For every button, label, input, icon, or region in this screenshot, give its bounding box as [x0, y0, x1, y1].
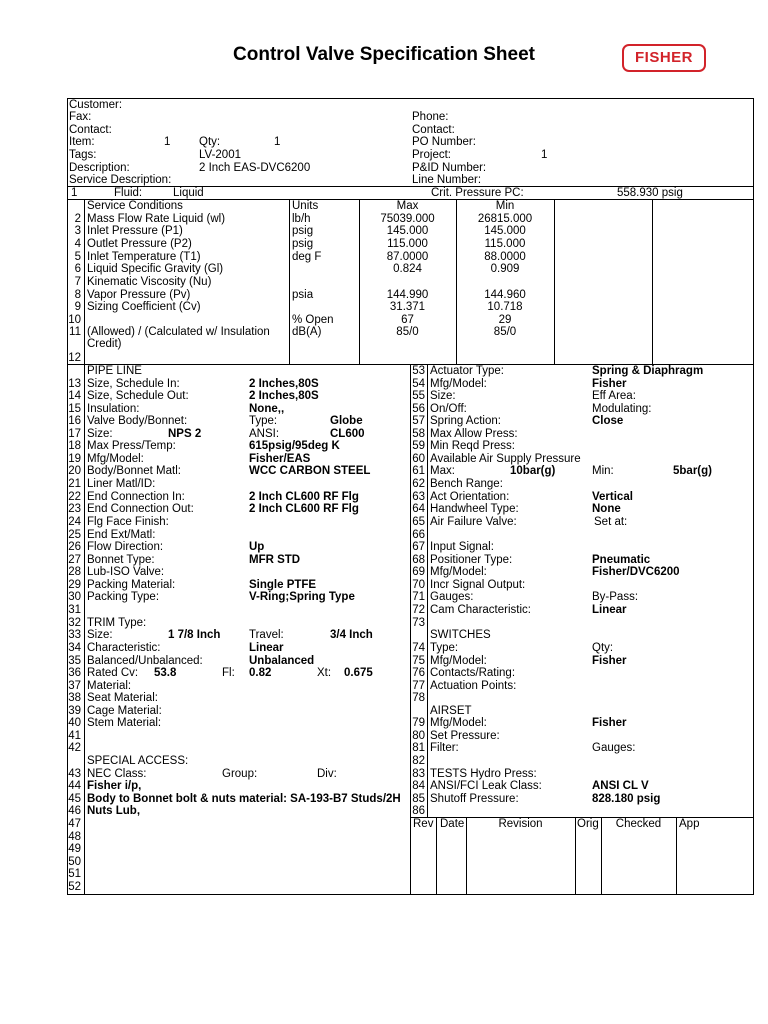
row-num: 78: [412, 692, 425, 704]
rated-cv-value: 53.8: [154, 667, 177, 679]
liner-matl-label: Liner Matl/ID:: [87, 478, 156, 490]
row-num: 8: [74, 289, 81, 301]
date-header: Date: [440, 818, 465, 830]
switch-type-label: Type:: [430, 642, 459, 654]
row-num: 75: [412, 655, 425, 667]
row-num: 42: [68, 742, 81, 754]
rev-col-5: [676, 817, 677, 895]
project-value: 1: [541, 149, 548, 161]
row-num: 83: [412, 768, 425, 780]
row-min: 0.909: [490, 263, 520, 275]
min-reqd-press-label: Min Reqd Press:: [430, 440, 516, 452]
row-num: 82: [412, 755, 425, 767]
max-header: Max: [396, 200, 419, 212]
service-col-6: [652, 199, 653, 365]
handwheel-type-label: Handwheel Type:: [430, 503, 519, 515]
row-num: 73: [412, 617, 425, 629]
row-num: 60: [412, 453, 425, 465]
row-num: 22: [68, 491, 81, 503]
row-units: dB(A): [292, 326, 322, 338]
actuator-mfg-label: Mfg/Model:: [430, 378, 487, 390]
actuator-type-label: Actuator Type:: [430, 365, 504, 377]
fluid-label: Fluid:: [114, 187, 143, 199]
phone-label: Phone:: [412, 111, 449, 123]
project-label: Project:: [412, 149, 451, 161]
row-num: 9: [74, 301, 81, 313]
balanced-label: Balanced/Unbalanced:: [87, 655, 203, 667]
end-connection-out-value: 2 Inch CL600 RF Flg: [249, 503, 359, 515]
travel-label: Travel:: [249, 629, 284, 641]
ansi-label: ANSI:: [249, 428, 280, 440]
switches-heading: SWITCHES: [430, 629, 491, 641]
row-max: 0.824: [393, 263, 422, 275]
row-num: 25: [68, 529, 81, 541]
positioner-type-label: Positioner Type:: [430, 554, 513, 566]
row-num: 54: [412, 378, 425, 390]
handwheel-type-value: None: [592, 503, 621, 515]
act-orientation-label: Act Orientation:: [430, 491, 510, 503]
set-at-label: Set at:: [594, 516, 628, 528]
group-label: Group:: [222, 768, 258, 780]
xt-label: Xt:: [317, 667, 332, 679]
row-num: 17: [68, 428, 81, 440]
row-num: 31: [68, 604, 81, 616]
row-num: 68: [412, 554, 425, 566]
row-max: 144.990: [386, 289, 429, 301]
ansi-value: CL600: [330, 428, 365, 440]
actuator-size-label: Size:: [430, 390, 456, 402]
item-label: Item:: [69, 136, 95, 148]
row-num: 33: [68, 629, 81, 641]
row-min: 145.000: [484, 225, 526, 237]
row-num: 77: [412, 680, 425, 692]
fl-label: Fl:: [222, 667, 235, 679]
row-num: 50: [68, 856, 81, 868]
revision-header: Revision: [498, 818, 543, 830]
row-num: 44: [68, 780, 81, 792]
valve-body-bonnet-label: Valve Body/Bonnet:: [87, 415, 188, 427]
row-label: Outlet Pressure (P2): [87, 238, 192, 250]
row-min: 29: [498, 314, 512, 326]
packing-material-label: Packing Material:: [87, 579, 176, 591]
row-num: 51: [68, 868, 81, 880]
stem-material-label: Stem Material:: [87, 717, 162, 729]
row-label: Kinematic Viscosity (Nu): [87, 276, 212, 288]
row-max: 145.000: [386, 225, 429, 237]
size-schedule-in-value: 2 Inches,80S: [249, 378, 319, 390]
row-label: Mass Flow Rate Liquid (wl): [87, 213, 226, 225]
leak-class-value: ANSI CL V: [592, 780, 649, 792]
po-number-label: PO Number:: [412, 136, 476, 148]
row-num: 65: [412, 516, 425, 528]
rev-col-1: [436, 817, 437, 895]
size-schedule-out-label: Size, Schedule Out:: [87, 390, 189, 402]
row-num: 29: [68, 579, 81, 591]
row-num: 26: [68, 541, 81, 553]
row-num: 16: [68, 415, 81, 427]
row-min: 10.718: [487, 301, 523, 313]
end-connection-out-label: End Connection Out:: [87, 503, 194, 515]
row-num: 72: [412, 604, 425, 616]
row-num: 56: [412, 403, 425, 415]
row-num: 2: [74, 213, 81, 225]
air-failure-valve-label: Air Failure Valve:: [430, 516, 517, 528]
packing-material-value: Single PTFE: [249, 579, 317, 591]
bonnet-type-value: MFR STD: [249, 554, 301, 566]
row-num: 7: [74, 276, 81, 288]
actuator-type-value: Spring & Diaphragm: [592, 365, 704, 377]
row-num: 39: [68, 705, 81, 717]
row-label: Liquid Specific Gravity (Gl): [87, 263, 224, 275]
flow-direction-label: Flow Direction:: [87, 541, 164, 553]
body-size-value: NPS 2: [168, 428, 202, 440]
orig-header: Orig: [577, 818, 599, 830]
row-num: 63: [412, 491, 425, 503]
airset-gauges-label: Gauges:: [592, 742, 636, 754]
min-header: Min: [495, 200, 515, 212]
checked-header: Checked: [615, 818, 662, 830]
row-max: 31.371: [389, 301, 426, 313]
row-units: lb/h: [292, 213, 311, 225]
row-min: 26815.000: [477, 213, 533, 225]
row-num: 70: [412, 579, 425, 591]
row-num: 38: [68, 692, 81, 704]
positioner-mfg-value: Fisher/DVC6200: [592, 566, 680, 578]
border-right: [753, 98, 754, 895]
pipe-line-heading: PIPE LINE: [87, 365, 142, 377]
row-num: 28: [68, 566, 81, 578]
row-num: 27: [68, 554, 81, 566]
row-num: 6: [74, 263, 81, 275]
packing-type-value: V-Ring;Spring Type: [249, 591, 355, 603]
cam-characteristic-label: Cam Characteristic:: [430, 604, 531, 616]
row-num: 10: [68, 314, 81, 326]
row-label: Vapor Pressure (Pv): [87, 289, 191, 301]
airset-heading: AIRSET: [430, 705, 472, 717]
row-num: 15: [68, 403, 81, 415]
service-description-label: Service Description:: [69, 174, 172, 186]
characteristic-value: Linear: [249, 642, 284, 654]
row-num: 64: [412, 503, 425, 515]
filter-label: Filter:: [430, 742, 459, 754]
contact-right-label: Contact:: [412, 124, 455, 136]
positioner-type-value: Pneumatic: [592, 554, 651, 566]
row-num: 34: [68, 642, 81, 654]
nec-class-label: NEC Class:: [87, 768, 147, 780]
airset-mfg-value: Fisher: [592, 717, 627, 729]
row-min: 115.000: [484, 238, 526, 250]
note-line-1: Fisher i/p,: [87, 780, 142, 792]
row-max: 87.0000: [386, 251, 429, 263]
customer-label: Customer:: [69, 99, 123, 111]
row-num: 55: [412, 390, 425, 402]
row-num: 85: [412, 793, 425, 805]
row-num: 32: [68, 617, 81, 629]
fax-label: Fax:: [69, 111, 92, 123]
bench-range-label: Bench Range:: [430, 478, 503, 490]
crit-pressure-value: 558.930 psig: [617, 187, 683, 199]
mfg-model-label: Mfg/Model:: [87, 453, 144, 465]
body-bonnet-matl-value: WCC CARBON STEEL: [249, 465, 371, 477]
row-num: 18: [68, 440, 81, 452]
left-num-col: [84, 364, 85, 895]
app-header: App: [679, 818, 700, 830]
input-signal-label: Input Signal:: [430, 541, 494, 553]
service-col-5: [554, 199, 555, 365]
row-units: psig: [292, 238, 314, 250]
row-num: 58: [412, 428, 425, 440]
row-label: Inlet Temperature (T1): [87, 251, 201, 263]
row-num: 67: [412, 541, 425, 553]
row-num: 46: [68, 805, 81, 817]
row-num: 40: [68, 717, 81, 729]
special-access-heading: SPECIAL ACCESS:: [87, 755, 189, 767]
row-max: 85/0: [396, 326, 419, 338]
row-num: 84: [412, 780, 425, 792]
item-value: 1: [164, 136, 171, 148]
row-num: 76: [412, 667, 425, 679]
row-num: 81: [412, 742, 425, 754]
type-value: Globe: [330, 415, 363, 427]
row-min: 144.960: [484, 289, 526, 301]
seat-material-label: Seat Material:: [87, 692, 158, 704]
rev-col-3: [575, 817, 576, 895]
description-value: 2 Inch EAS-DVC6200: [199, 162, 311, 174]
cage-material-label: Cage Material:: [87, 705, 162, 717]
end-connection-in-value: 2 Inch CL600 RF Flg: [249, 491, 359, 503]
right-num-col: [427, 364, 428, 817]
row-max: 67: [401, 314, 414, 326]
actuator-mfg-value: Fisher: [592, 378, 627, 390]
qty-label: Qty:: [199, 136, 221, 148]
actuation-points-label: Actuation Points:: [430, 680, 517, 692]
tags-label: Tags:: [69, 149, 97, 161]
div-label: Div:: [317, 768, 337, 780]
row-num: 19: [68, 453, 81, 465]
end-connection-in-label: End Connection In:: [87, 491, 185, 503]
row-num: 53: [412, 365, 425, 377]
incr-signal-output-label: Incr Signal Output:: [430, 579, 526, 591]
body-size-label: Size:: [87, 428, 113, 440]
service-conditions-header: Service Conditions: [87, 200, 183, 212]
supply-min-value: 5bar(g): [673, 465, 712, 477]
row-num: 23: [68, 503, 81, 515]
modulating-label: Modulating:: [592, 403, 652, 415]
travel-value: 3/4 Inch: [330, 629, 373, 641]
leak-class-label: ANSI/FCI Leak Class:: [430, 780, 542, 792]
fisher-logo: FISHER: [622, 44, 706, 72]
row-num: 47: [68, 818, 81, 830]
row-num: 69: [412, 566, 425, 578]
switch-mfg-label: Mfg/Model:: [430, 655, 487, 667]
fluid-value: Liquid: [173, 187, 204, 199]
row-num: 43: [68, 768, 81, 780]
row-num: 57: [412, 415, 425, 427]
bonnet-type-label: Bonnet Type:: [87, 554, 155, 566]
row-num: 4: [74, 238, 81, 250]
xt-value: 0.675: [344, 667, 373, 679]
max-press-temp-label: Max Press/Temp:: [87, 440, 176, 452]
mfg-model-value: Fisher/EAS: [249, 453, 311, 465]
row-num: 37: [68, 680, 81, 692]
end-ext-matl-label: End Ext/Matl:: [87, 529, 156, 541]
row-num: 14: [68, 390, 81, 402]
gauges-label: Gauges:: [430, 591, 474, 603]
type-label: Type:: [249, 415, 278, 427]
body-bonnet-matl-label: Body/Bonnet Matl:: [87, 465, 181, 477]
service-num-col: [84, 199, 85, 365]
size-schedule-in-label: Size, Schedule In:: [87, 378, 180, 390]
rated-cv-label: Rated Cv:: [87, 667, 139, 679]
fl-value: 0.82: [249, 667, 272, 679]
row-num: 36: [68, 667, 81, 679]
switch-qty-label: Qty:: [592, 642, 614, 654]
trim-size-label: Size:: [87, 629, 113, 641]
service-units-col: [289, 199, 290, 365]
max-allow-press-label: Max Allow Press:: [430, 428, 518, 440]
shutoff-pressure-value: 828.180 psig: [592, 793, 661, 805]
material-label: Material:: [87, 680, 132, 692]
description-label: Description:: [69, 162, 130, 174]
row-min: 88.0000: [484, 251, 526, 263]
row-num: 80: [412, 730, 425, 742]
tags-value: LV-2001: [199, 149, 241, 161]
row-label: Inlet Pressure (P1): [87, 225, 183, 237]
qty-value: 1: [274, 136, 281, 148]
pid-number-label: P&ID Number:: [412, 162, 487, 174]
page-title: Control Valve Specification Sheet: [233, 44, 535, 65]
max-press-temp-value: 615psig/95deg K: [249, 440, 340, 452]
units-header: Units: [292, 200, 319, 212]
flg-face-finish-label: Flg Face Finish:: [87, 516, 169, 528]
row-num: 5: [74, 251, 81, 263]
row-num: 45: [68, 793, 81, 805]
row-num: 20: [68, 465, 81, 477]
shutoff-pressure-label: Shutoff Pressure:: [430, 793, 519, 805]
supply-max-label: Max:: [430, 465, 455, 477]
row-label-continued: Credit): [87, 338, 122, 350]
positioner-mfg-label: Mfg/Model:: [430, 566, 487, 578]
row-num: 48: [68, 831, 81, 843]
row-label: (Allowed) / (Calculated w/ Insulation: [87, 326, 270, 338]
tests-hydro-press-label: TESTS Hydro Press:: [430, 768, 537, 780]
border-top: [67, 98, 753, 99]
row-max: 75039.000: [380, 213, 435, 225]
row-num: 62: [412, 478, 425, 490]
row-num: 59: [412, 440, 425, 452]
act-orientation-value: Vertical: [592, 491, 633, 503]
row-num: 49: [68, 843, 81, 855]
row-num: 24: [68, 516, 81, 528]
spring-action-label: Spring Action:: [430, 415, 501, 427]
characteristic-label: Characteristic:: [87, 642, 161, 654]
row-num: 61: [412, 465, 425, 477]
size-schedule-out-value: 2 Inches,80S: [249, 390, 319, 402]
row-num: 12: [68, 352, 81, 364]
row-num: 71: [412, 591, 425, 603]
eff-area-label: Eff Area:: [592, 390, 636, 402]
trim-size-value: 1 7/8 Inch: [168, 629, 221, 641]
contact-label: Contact:: [69, 124, 112, 136]
contacts-rating-label: Contacts/Rating:: [430, 667, 516, 679]
supply-min-label: Min:: [592, 465, 614, 477]
insulation-value: None,,: [249, 403, 285, 415]
row-num: 21: [68, 478, 81, 490]
line-number-label: Line Number:: [412, 174, 482, 186]
note-line-2: Body to Bonnet bolt & nuts material: SA-193-B7 Studs/2H: [87, 793, 401, 805]
trim-type-label: TRIM Type:: [87, 617, 147, 629]
flow-direction-value: Up: [249, 541, 265, 553]
row-num: 66: [412, 529, 425, 541]
row-num: 74: [412, 642, 425, 654]
note-line-3: Nuts Lub,: [87, 805, 141, 817]
switch-mfg-value: Fisher: [592, 655, 627, 667]
row-units: psia: [292, 289, 314, 301]
row-num: 35: [68, 655, 81, 667]
packing-type-label: Packing Type:: [87, 591, 160, 603]
row-units: psig: [292, 225, 314, 237]
row-num: 86: [412, 805, 425, 817]
row-num: 79: [412, 717, 425, 729]
balanced-value: Unbalanced: [249, 655, 315, 667]
on-off-label: On/Off:: [430, 403, 467, 415]
row-units: % Open: [292, 314, 334, 326]
row-min: 85/0: [493, 326, 517, 338]
insulation-label: Insulation:: [87, 403, 140, 415]
set-pressure-label: Set Pressure:: [430, 730, 500, 742]
row-num: 41: [68, 730, 81, 742]
row-num: 30: [68, 591, 81, 603]
row-units: deg F: [292, 251, 322, 263]
air-supply-pressure-label: Available Air Supply Pressure: [430, 453, 581, 465]
row-num: 52: [68, 881, 81, 893]
row-max: 115.000: [387, 238, 428, 250]
by-pass-label: By-Pass:: [592, 591, 639, 603]
spring-action-value: Close: [592, 415, 624, 427]
row-label: Sizing Coefficient (Cv): [87, 301, 201, 313]
row-num: 11: [69, 326, 81, 338]
row-num: 3: [74, 225, 81, 237]
crit-pressure-label: Crit. Pressure PC:: [431, 187, 524, 199]
row-num: 13: [68, 378, 81, 390]
lub-iso-valve-label: Lub-ISO Valve:: [87, 566, 165, 578]
airset-mfg-label: Mfg/Model:: [430, 717, 487, 729]
supply-max-value: 10bar(g): [510, 465, 556, 477]
row-num: 1: [71, 187, 78, 199]
cam-characteristic-value: Linear: [592, 604, 627, 616]
rev-header: Rev: [413, 818, 434, 830]
